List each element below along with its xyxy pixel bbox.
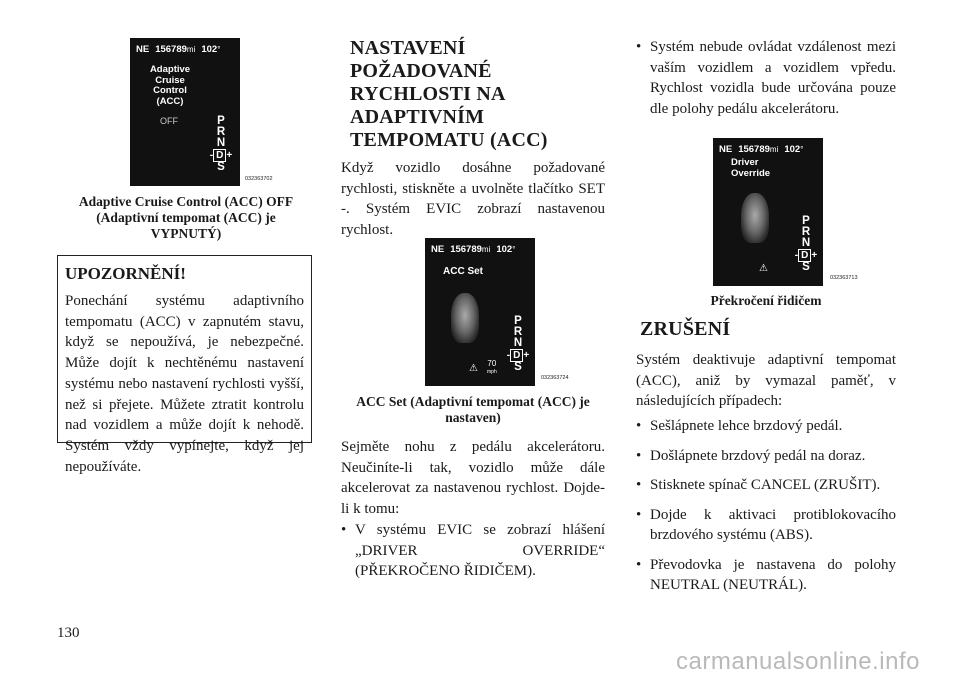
acc-set-label: ACC Set	[443, 266, 484, 277]
section-paragraph: Když vozidlo dosáhne požadované rychlosti, stiskněte a uvolněte tlačítko SET -. Systém EVIC zobrazí nastavenou rychlost.	[341, 160, 605, 238]
section-paragraph: Systém deaktivuje adaptivní tempomat (ACC), aniž by vymazal paměť, v následujících případech:	[636, 352, 896, 409]
acc-label: Adaptive Cruise Control (ACC)	[149, 64, 191, 107]
status-bar	[130, 38, 240, 60]
gear-r: R	[513, 326, 523, 338]
figure-code: 032363713	[830, 275, 858, 281]
paragraph-accelerator: Sejměte nohu z pedálu akcelerátoru. Neučiníte-li tak, vozidlo může dále akcelerovat za nastavenou rychlost. Dojde-li k tomu:	[341, 439, 605, 517]
gear-minus: -	[506, 350, 511, 361]
odo-unit: mi	[481, 244, 491, 254]
gear-indicator	[206, 116, 236, 173]
status-bar	[425, 238, 535, 260]
gear-p: P	[217, 115, 225, 127]
temp-unit: °	[800, 144, 804, 154]
gear-n: N	[513, 337, 523, 349]
list-item: • Systém nebude ovládat vzdálenost mezi vaším vozidlem a vozidlem vpředu. Rychlost vozidla bude určována pouze dle polohy pedálu akcelerátoru.	[636, 37, 896, 119]
distance-icon: ⚠	[469, 363, 478, 374]
figure-caption: ACC Set (Adaptivní tempomat (ACC) je nastaven)	[356, 394, 590, 425]
gear-d: D	[510, 349, 523, 362]
vehicle-ahead-icon	[451, 293, 479, 343]
warning-title: UPOZORNĚNÍ!	[65, 264, 186, 283]
warning-box	[57, 255, 312, 475]
vehicle-ahead-icon	[741, 193, 769, 243]
acc-off-display	[130, 38, 240, 186]
set-speed	[487, 360, 497, 376]
figure-code: 032363702	[245, 176, 273, 182]
list-item: • Sešlápnete lehce brzdový pedál.	[636, 416, 896, 437]
gear-minus: -	[209, 150, 214, 161]
odometer: 156789	[450, 243, 482, 255]
gear-plus: +	[226, 150, 233, 161]
figure-caption: Překročení řidičem	[710, 293, 822, 308]
gear-n: N	[801, 237, 811, 249]
odo-unit: mi	[769, 144, 779, 154]
bullet-list-override-cont	[636, 37, 896, 119]
gear-p: P	[514, 315, 522, 327]
heading: NE	[136, 43, 150, 55]
gear-n: N	[216, 137, 226, 149]
gear-s: S	[217, 161, 225, 173]
bullet-list-override	[341, 520, 605, 582]
speed-unit: mph	[487, 369, 497, 375]
temperature: 102	[201, 43, 218, 55]
watermark: carmanualsonline.info	[676, 648, 920, 675]
gear-r: R	[216, 126, 226, 138]
gear-plus: +	[523, 350, 530, 361]
list-item: • Stisknete spínač CANCEL (ZRUŠIT).	[636, 475, 896, 496]
bullet-list-cancel	[636, 416, 896, 596]
odo-unit: mi	[186, 44, 196, 54]
acc-status: OFF	[160, 116, 178, 126]
page-number: 130	[57, 625, 80, 641]
list-item: • Převodovka je nastavena do polohy NEUTRAL (NEUTRÁL).	[636, 555, 896, 596]
gear-indicator	[503, 316, 533, 373]
gear-p: P	[802, 215, 810, 227]
status-bar	[713, 138, 823, 160]
temperature: 102	[784, 143, 801, 155]
distance-icon: ⚠	[759, 263, 768, 274]
gear-d: D	[213, 149, 226, 162]
temp-unit: °	[217, 44, 221, 54]
heading: NE	[719, 143, 733, 155]
temp-unit: °	[512, 244, 516, 254]
acc-set-display	[425, 238, 535, 386]
override-label: Driver Override	[731, 157, 771, 179]
gear-s: S	[802, 261, 810, 273]
driver-override-display	[713, 138, 823, 286]
speed-value: 70	[487, 359, 497, 368]
gear-r: R	[801, 226, 811, 238]
figure-caption: Adaptive Cruise Control (ACC) OFF (Adaptivní tempomat (ACC) je VYPNUTÝ)	[78, 194, 294, 241]
gear-minus: -	[794, 250, 799, 261]
temperature: 102	[496, 243, 513, 255]
list-item: • V systému EVIC se zobrazí hlášení „DRIVER OVERRIDE“ (PŘEKROČENO ŘIDIČEM).	[341, 520, 605, 582]
gear-s: S	[514, 361, 522, 373]
gear-plus: +	[811, 250, 818, 261]
heading: NE	[431, 243, 445, 255]
section-heading: NASTAVENÍ POŽADOVANÉ RYCHLOSTI NA ADAPTIVNÍM TEMPOMATU (ACC)	[350, 37, 548, 151]
odometer: 156789	[738, 143, 770, 155]
odometer: 156789	[155, 43, 187, 55]
figure-code: 032363724	[541, 375, 569, 381]
section-heading: ZRUŠENÍ	[640, 318, 731, 340]
list-item: • Dojde k aktivaci protiblokovacího brzdového systému (ABS).	[636, 505, 896, 546]
gear-d: D	[798, 249, 811, 262]
list-item: • Došlápnete brzdový pedál na doraz.	[636, 446, 896, 467]
gear-indicator	[791, 216, 821, 273]
warning-body: Ponechání systému adaptivního tempomatu (ACC) v zapnutém stavu, když se nepoužívá, je nebezpečné. Může dojít k nechtěnému nastavení systému nebo nastavení rychlosti vyšší, než si přejete. Můžete ztratit kontrolu nad vozidlem a může dojít k nehodě. Systém vždy vypínejte, když jej nepoužíváte.	[65, 293, 304, 475]
